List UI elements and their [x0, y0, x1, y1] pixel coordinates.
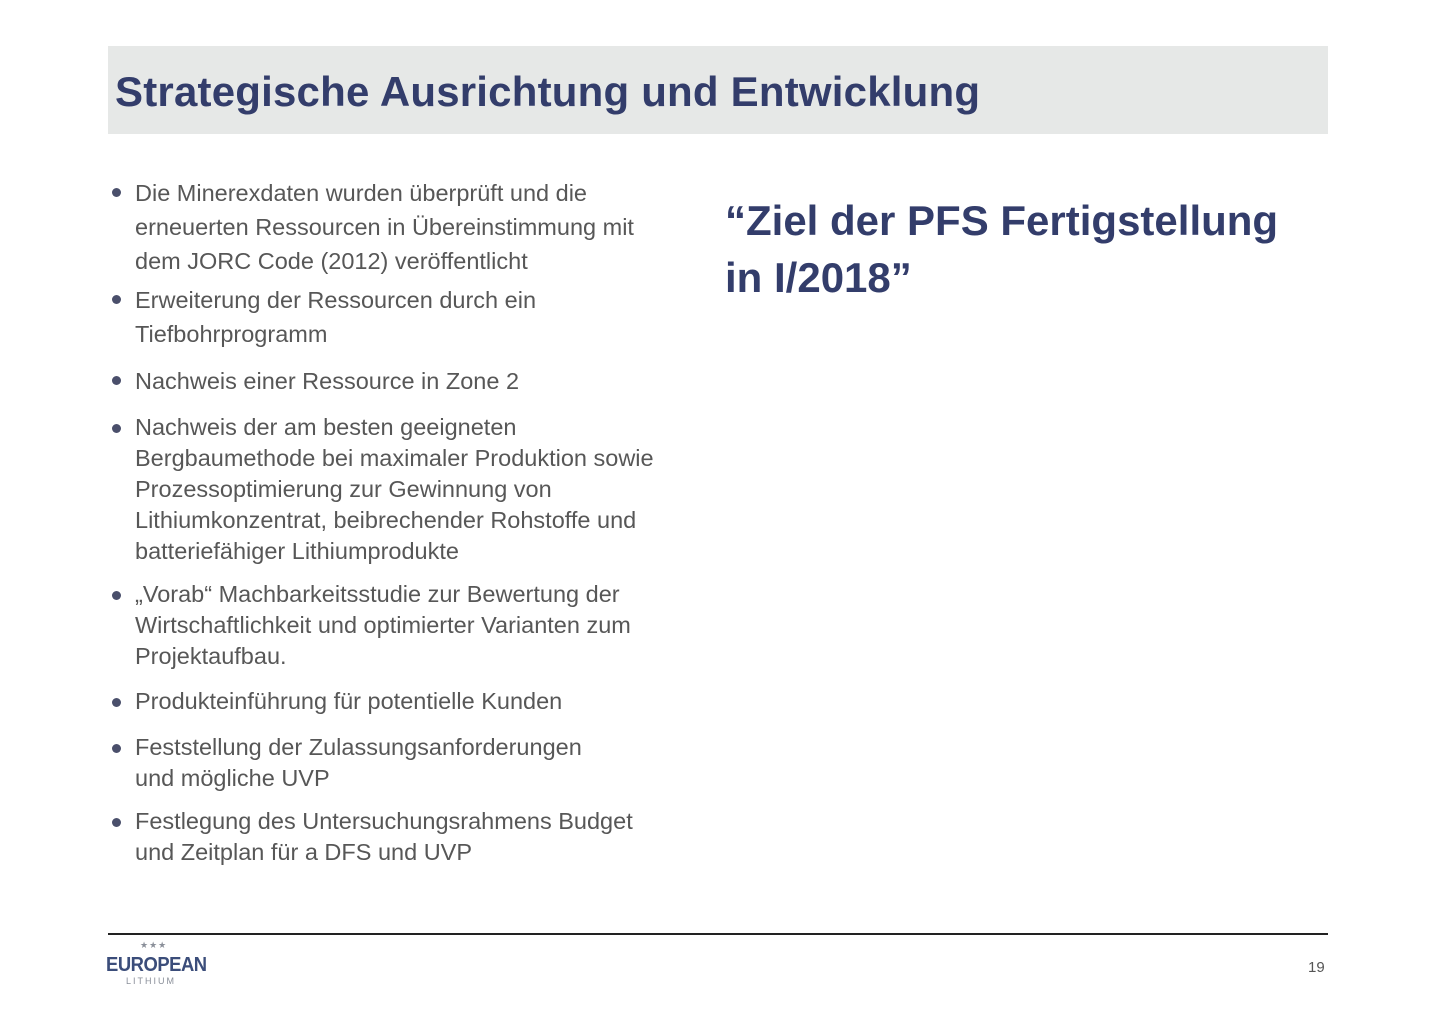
logo-stars-icon: ★★★: [140, 940, 168, 950]
bullet-dot-icon: [112, 744, 121, 753]
logo-subtitle: LITHIUM: [126, 976, 176, 986]
bullet-text: Nachweis einer Ressource in Zone 2: [135, 368, 520, 394]
bullet-dot-icon: [112, 376, 121, 385]
bullet-text: Feststellung der Zulassungsanforderungen und mögliche UVP: [135, 734, 582, 791]
european-lithium-logo: [106, 940, 206, 990]
bullet-text: Erweiterung der Ressourcen durch ein Tiefbohrprogramm: [135, 287, 537, 347]
bullet-text: Festlegung des Untersuchungsrahmens Budget und Zeitplan für a DFS und UVP: [135, 808, 633, 865]
footer-divider: [108, 933, 1328, 935]
bullet-text: Die Minerexdaten wurden überprüft und die erneuerten Ressourcen in Übereinstimmung mit dem JORC Code (2012) veröffentlicht: [135, 180, 634, 274]
slide-title: Strategische Ausrichtung und Entwicklung: [115, 68, 981, 115]
page-number: 19: [1308, 959, 1325, 976]
bullet-text: Nachweis der am besten geeigneten Bergbaumethode bei maximaler Produktion sowie Prozessoptimierung zur Gewinnung von Lithiumkonzentrat, beibrechender Rohstoffe und batteriefähiger Lithiumprodukte: [135, 414, 654, 564]
bullet-dot-icon: [112, 698, 121, 707]
bullet-dot-icon: [112, 295, 121, 304]
bullet-dot-icon: [112, 818, 121, 827]
bullet-dot-icon: [112, 591, 121, 600]
bullet-text: „Vorab“ Machbarkeitsstudie zur Bewertung der Wirtschaftlichkeit und optimierter Varianten zum Projektaufbau.: [135, 581, 631, 669]
pfs-quote: “Ziel der PFS Fertigstellung in I/2018”: [725, 197, 1279, 301]
logo-wordmark: EUROPEAN: [106, 954, 207, 976]
bullet-text: Produkteinführung für potentielle Kunden: [135, 688, 563, 714]
bullet-dot-icon: [112, 188, 121, 197]
bullet-dot-icon: [112, 424, 121, 433]
